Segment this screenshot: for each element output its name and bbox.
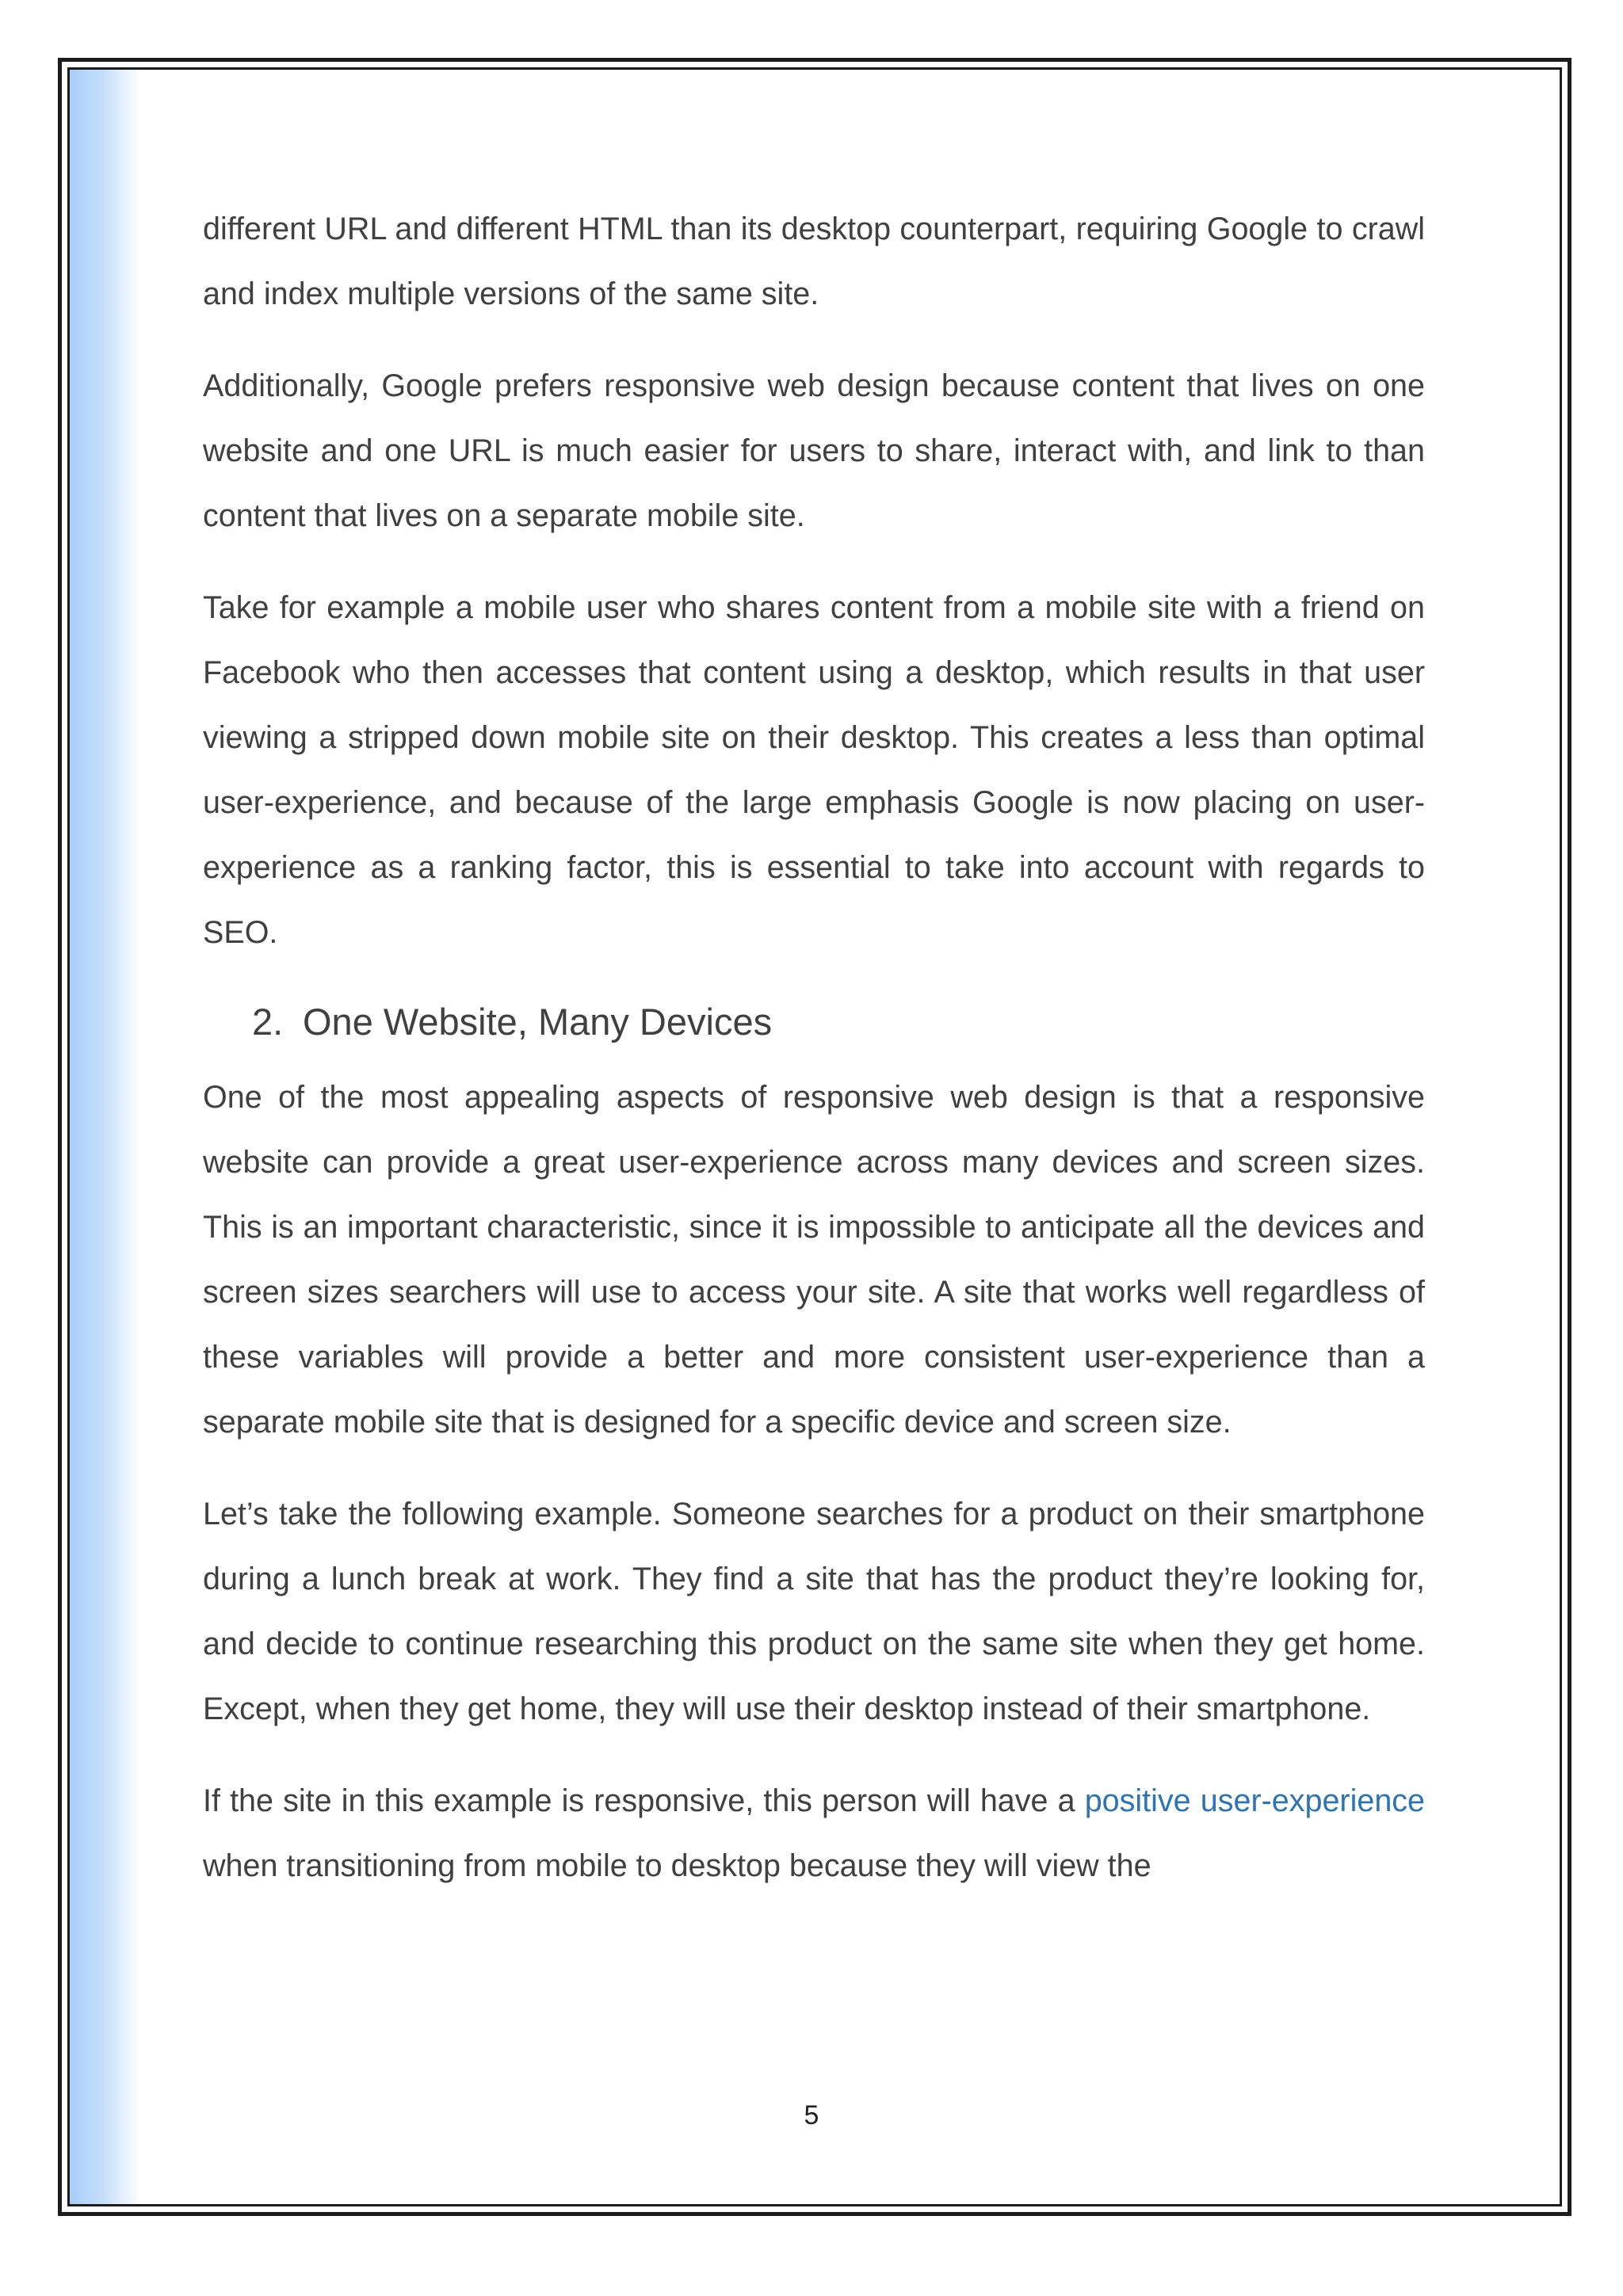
section-title: One Website, Many Devices <box>303 1001 773 1043</box>
paragraph-1: different URL and different HTML than its desktop counterpart, requiring Google to crawl and index multiple versions of the same site. <box>203 212 1425 311</box>
paragraph-4: One of the most appealing aspects of responsive web design is that a responsive website can provide a great user-experience across many devices and screen sizes. This is an important characteristic, since it is impossible to anticipate all the devices and screen sizes searchers will use to access your site. A site that works well regardless of these variables will provide a better and more consistent user-experience than a separate mobile site that is designed for a specific device and screen size. <box>203 1080 1425 1440</box>
page-number: 5 <box>804 2100 819 2130</box>
page-content <box>203 196 1425 1925</box>
paragraph-6-text-start: If the site in this example is responsive, this person will have a <box>203 1783 1085 1818</box>
paragraph-5: Let’s take the following example. Someone searches for a product on their smartphone during a lunch break at work. They find a site that has the product they’re looking for, and decide to continue researching this product on the same site when they get home. Except, when they get home, they will use their desktop instead of their smartphone. <box>203 1497 1425 1726</box>
paragraph-3: Take for example a mobile user who shares content from a mobile site with a friend on Facebook who then accesses that content using a desktop, which results in that user viewing a stripped down mobile site on their desktop. This creates a less than optimal user-experience, and because of the large emphasis Google is now placing on user-experience as a ranking factor, this is essential to take into account with regards to SEO. <box>203 590 1425 950</box>
positive-user-experience-link[interactable]: positive user-experience <box>1084 1783 1426 1818</box>
paragraph-2: Additionally, Google prefers responsive web design because content that lives on one website and one URL is much easier for users to share, interact with, and link to than content that lives on a separate mobile site. <box>203 368 1425 533</box>
paragraph-6 <box>203 1768 1425 1898</box>
decorative-side-strip <box>70 70 141 2204</box>
section-heading <box>252 997 1425 1047</box>
section-number: 2. <box>252 1001 284 1043</box>
paragraph-6-text-end: when transitioning from mobile to desktop because they will view the <box>203 1848 1151 1883</box>
